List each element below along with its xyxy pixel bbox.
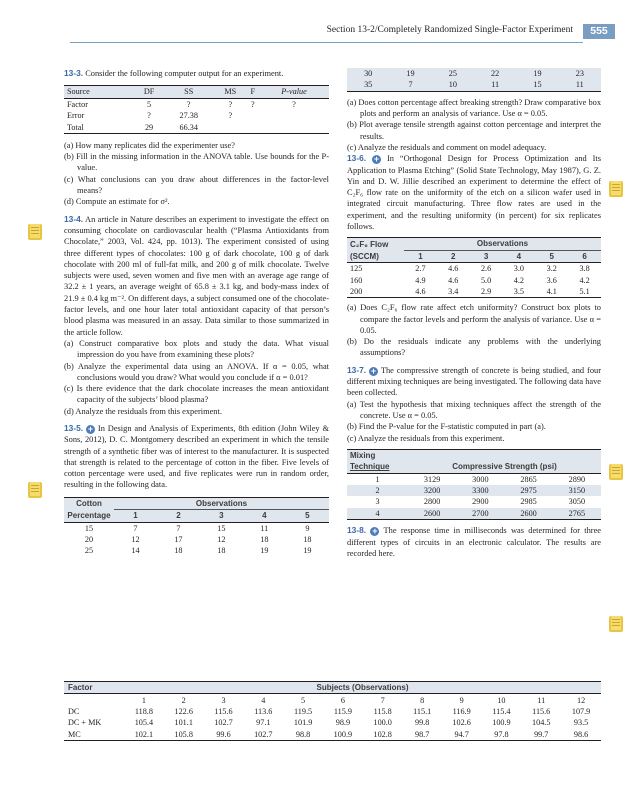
table-cell: ? — [228, 111, 233, 121]
table-cell: 2900 — [472, 497, 489, 507]
table-cell: 25 — [84, 546, 94, 556]
table-cell: 11 — [491, 80, 500, 90]
table-cell: 9 — [305, 523, 310, 533]
table-row — [64, 522, 329, 534]
table-cell: 11 — [537, 695, 546, 705]
table-cell: 22 — [491, 69, 500, 79]
cotton-table — [64, 497, 329, 557]
table-cell: 105.4 — [134, 718, 154, 728]
plus-icon: + — [370, 365, 377, 376]
table-cell: 2 — [375, 486, 380, 496]
table-cell: 7 — [176, 523, 181, 533]
table-cell: 20 — [84, 534, 94, 544]
list-item: (a) Does C₂F₆ flow rate affect etch uniformity? Construct box plots to compare the factor levels and perform the analysis of variance. Use α = 0.05. — [347, 303, 601, 335]
table-cell — [247, 110, 260, 121]
table-cell: 19 — [303, 546, 312, 556]
table-cell: 19 — [260, 546, 269, 556]
table-row — [64, 121, 329, 133]
table-cell: ? — [250, 99, 255, 109]
table-cell: 7 — [408, 80, 413, 90]
table-cell: 25 — [448, 69, 457, 79]
table-cell: 4.6 — [448, 264, 459, 274]
table-header-row — [347, 461, 601, 473]
table-cell: Error — [67, 111, 85, 121]
table-row — [64, 729, 601, 741]
table-cell: 2890 — [568, 474, 586, 484]
table-cell: 2600 — [520, 508, 537, 518]
table-cell: 100.9 — [333, 729, 353, 739]
table-cell: 115.4 — [492, 706, 511, 716]
list-item: (a) Construct comparative box plots and study the data. What visual impression do you have from examining these plots? — [64, 338, 329, 360]
table-cell: 102.7 — [254, 729, 273, 739]
table-cell: 5 — [301, 695, 306, 705]
list-item: (c) Analyze the residuals and comment on model adequacy. — [347, 142, 547, 152]
table-cell: 3 — [219, 511, 224, 521]
table-cell: 3 — [483, 251, 489, 261]
table-cell: 12 — [576, 695, 586, 705]
table-cell: 3150 — [568, 486, 586, 496]
list-item: (d) Compute an estimate for σ². — [64, 197, 170, 207]
exercise-number: 13-3. — [64, 68, 84, 78]
mixing-head: Mixing — [350, 450, 376, 460]
table-cell: 11 — [575, 80, 584, 90]
table-cell: 105.8 — [174, 729, 193, 739]
table-cell: 2985 — [520, 497, 537, 507]
exercise-13-4 — [64, 214, 329, 338]
table-cell: 66.34 — [179, 122, 198, 132]
table-header-row — [347, 250, 601, 262]
technique-head: Technique — [350, 462, 390, 472]
note-icon — [609, 616, 623, 632]
table-cell: 122.6 — [174, 706, 193, 716]
exercise-number: 13-8. — [347, 525, 367, 536]
table-cell: 23 — [575, 69, 584, 79]
exercise-text: In “Orthogonal Design for Process Optimization and Its Application to Plasma Etching” (Solid State Technology, May 1987), G. Z. Yin and D. W. Jillie described an experiment to determine the effect of C₂F₆ flow rate on the uniformity of the etch on a silicon wafer used in integrated circuit manufacturing. Three flow rates are used in the experiment, and the resulting uniformity (in percent) for six replicates follows. — [347, 154, 602, 232]
table-row — [347, 79, 601, 91]
list-item: (b) Do the residuals indicate any problems with the underlying assumptions? — [347, 337, 601, 358]
table-cell: 15 — [217, 523, 226, 533]
table-cell: 4 — [262, 511, 267, 521]
table-cell: 3000 — [472, 474, 489, 484]
table-cell: 3200 — [423, 486, 441, 496]
col-f: F — [250, 87, 256, 97]
table-cell: 4.9 — [415, 275, 426, 285]
table-cell: 2 — [181, 695, 186, 705]
table-cell: 4 — [375, 508, 380, 518]
table-cell: 18 — [174, 546, 183, 556]
section-title: Section 13-2/Completely Randomized Single-Factor Experiment — [326, 25, 573, 35]
plus-icon: + — [372, 526, 378, 537]
right-column — [347, 68, 601, 559]
table-cell: 101.9 — [293, 718, 313, 728]
table-cell: 19 — [533, 69, 542, 79]
table-cell: 5.0 — [480, 275, 492, 285]
table-cell: 12 — [217, 534, 226, 544]
table-cell: 18 — [260, 534, 269, 544]
table-cell: 97.8 — [494, 729, 509, 739]
table-cell: 99.6 — [216, 729, 231, 739]
table-cell: 4.6 — [415, 286, 426, 296]
list-item: (c) What conclusions can you draw about differences in the factor-level means? — [64, 174, 329, 196]
flow-head: C₂F₆ Flow — [350, 239, 389, 249]
table-cell: 4 — [261, 695, 266, 705]
table-cell: 2.6 — [480, 264, 492, 274]
table-cell: 2.9 — [480, 286, 492, 296]
table-header-row — [64, 682, 601, 694]
table-cell: 5 — [305, 511, 310, 521]
col-pvalue: P-value — [281, 87, 307, 97]
exercise-text: Consider the following computer output for an experiment. — [85, 69, 284, 78]
table-cell: 9 — [459, 695, 464, 705]
exercise-text: An article in Nature describes an experiment to investigate the effect on consuming chocolate on cardiovascular health (“Plasma Antioxidants from Chocolate,” 2003, Vol. 424, pp. 1013). The experiment consisted of using three different types of chocolates: 100 g of dark chocolate, 100 g of dark chocolate with 200 ml of full-fat milk, and 200 g of milk chocolate. Twelve subjects were used, seven women and five men with an average age range of 32.2 ± 1 years, an average weight of 65.8 ± 3.1 kg, and body-mass index of 21.9 ± 0.4 kg m⁻². On different days, a subject consumed one of the chocolate-factor levels, and one hour later total antioxidant capacity of that person’s blood plasma was measured in an assay. Data similar to those summarized in the article follow. — [64, 214, 329, 337]
table-cell: 4.1 — [546, 286, 557, 296]
list-item: (c) Analyze the residuals from this experiment. — [347, 433, 505, 443]
table-cell — [247, 121, 260, 133]
table-cell: 4.2 — [513, 275, 525, 285]
table-cell: 5.1 — [579, 286, 590, 296]
col-ms: MS — [224, 87, 237, 97]
exercise-text: The response time in milliseconds was determined for three different types of circuits in an electronic calculator. The results are recorded here. — [347, 526, 602, 558]
table-cell: MC — [68, 729, 81, 739]
table-cell: 3.6 — [546, 275, 557, 285]
table-cell: ? — [292, 99, 296, 109]
factor-head: Factor — [68, 683, 93, 693]
table-cell: 15 — [84, 523, 94, 533]
table-cell: 12 — [131, 534, 140, 544]
table-row — [347, 496, 601, 507]
table-cell: 18 — [303, 534, 312, 544]
note-icon — [28, 482, 42, 498]
table-cell — [214, 121, 247, 133]
table-cell: 102.8 — [373, 729, 392, 739]
table-cell: 104.5 — [532, 718, 551, 728]
table-cell: 115.9 — [333, 706, 352, 716]
table-cell: 115.8 — [373, 706, 392, 716]
table-cell: 102.7 — [214, 718, 233, 728]
exercise-text: In Design and Analysis of Experiments, 8th edition (John Wiley & Sons, 2012), D. C. Montgomery described an experiment in which the tensile strength of a synthetic fiber was of interest to the manufacturer. It is suspected that strength is related to the percentage of cotton in the fiber. Five levels of cotton percentage were used, and five replicates were run in random order, resulting in the following data. — [64, 423, 330, 490]
table-row — [64, 534, 329, 545]
plus-icon: + — [373, 154, 380, 165]
list-item: (d) Analyze the residuals from this experiment. — [64, 406, 222, 416]
table-cell: 1 — [418, 251, 423, 261]
cotton-table-continued — [347, 68, 601, 92]
exercise-13-5 — [64, 423, 329, 491]
table-cell — [259, 110, 329, 121]
table-cell: 2 — [451, 251, 456, 261]
list-item: (b) Find the P-value for the F-statistic computed in part (a). — [347, 422, 546, 432]
table-row — [347, 286, 601, 298]
table-cell: 102.6 — [452, 718, 471, 728]
exercise-13-3 — [64, 68, 329, 79]
table-cell: 30 — [364, 69, 373, 79]
col-df: DF — [143, 87, 155, 97]
table-cell: 19 — [406, 69, 415, 79]
table-cell: 115.1 — [413, 706, 432, 716]
subjects-head: Subjects (Observations) — [316, 683, 409, 693]
exercise-number: 13-7. — [347, 364, 367, 375]
table-cell: 119.5 — [294, 706, 313, 716]
table-cell: 3050 — [568, 497, 586, 507]
table-cell: 3.8 — [579, 264, 590, 274]
table-cell: 100.0 — [373, 718, 392, 728]
exercise-number: 13-6. — [347, 153, 367, 164]
percentage-head: Percentage — [67, 510, 111, 520]
plus-icon: + — [87, 423, 94, 434]
table-cell: ? — [228, 99, 233, 109]
table-cell: 2975 — [520, 486, 537, 496]
table-cell: 3 — [375, 497, 380, 507]
table-row — [347, 68, 601, 79]
table-row — [347, 473, 601, 485]
table-cell: 3.2 — [546, 264, 557, 274]
table-cell: 15 — [533, 80, 542, 90]
exercise-number: 13-4. — [64, 213, 84, 224]
table-cell: DC + MK — [68, 718, 102, 728]
table-cell: 99.8 — [414, 718, 430, 728]
table-cell: 2700 — [472, 508, 489, 518]
table-cell: 101.1 — [174, 718, 193, 728]
table-cell: 5 — [147, 99, 152, 109]
chocolate-data-table-wrap — [64, 681, 601, 741]
table-cell: 98.6 — [573, 729, 589, 739]
table-row — [64, 98, 329, 110]
table-cell: 1 — [141, 695, 146, 705]
table-cell: 27.38 — [179, 111, 198, 121]
obs-head: Observations — [114, 497, 329, 509]
table-header-row — [64, 510, 329, 522]
table-cell: 6 — [340, 695, 345, 705]
table-cell: 7 — [380, 695, 385, 705]
table-cell: 102.1 — [134, 729, 154, 739]
table-cell: 107.9 — [571, 706, 591, 716]
table-header-row — [347, 238, 601, 250]
table-cell: DC — [68, 706, 80, 716]
table-header-row — [64, 86, 329, 98]
exercise-number: 13-5. — [64, 422, 84, 433]
table-cell: 5 — [549, 251, 554, 261]
list-item: (b) Fill in the missing information in the ANOVA table. Use bounds for the P-value. — [64, 152, 329, 173]
table-cell: 125 — [350, 264, 363, 274]
table-cell: 200 — [350, 286, 363, 296]
table-cell: ? — [186, 99, 191, 109]
note-icon — [28, 224, 42, 240]
table-cell: 3.0 — [513, 264, 525, 274]
concrete-table — [347, 449, 601, 520]
table-row — [64, 717, 601, 728]
table-cell: 2800 — [423, 497, 441, 507]
list-item: (c) Is there evidence that the dark chocolate increases the mean antioxidant capacity of the subjects’ blood plasma? — [64, 384, 329, 405]
table-row — [347, 263, 601, 275]
table-row — [347, 485, 601, 496]
page-number: 555 — [583, 24, 615, 39]
exercise-text: The compressive strength of concrete is being studied, and four different mixing techniques are being investigated. The following data have been collected. — [347, 365, 601, 398]
table-cell: 113.6 — [254, 706, 273, 716]
table-cell: 8 — [420, 695, 425, 705]
table-cell: 18 — [217, 546, 226, 556]
table-cell: 11 — [260, 523, 269, 533]
table-cell: 100.9 — [492, 718, 511, 728]
table-cell: 4.6 — [448, 275, 459, 285]
table-row — [64, 110, 329, 121]
table-cell: 116.9 — [452, 706, 471, 716]
table-cell: 6 — [582, 251, 587, 261]
table-cell — [259, 121, 329, 133]
table-cell: 35 — [364, 80, 373, 90]
table-header-row — [64, 694, 601, 706]
table-cell: 3300 — [472, 486, 489, 496]
exercise-13-8 — [347, 525, 601, 559]
table-cell: Factor — [67, 99, 88, 109]
table-cell: 160 — [350, 275, 363, 285]
table-header-row — [347, 449, 601, 461]
header-rule — [70, 42, 583, 43]
list-item: (b) Plot average tensile strength against cotton percentage and interpret the results. — [347, 120, 601, 141]
table-header-row — [64, 497, 329, 509]
table-cell: 3.5 — [513, 286, 525, 296]
table-cell: 3.4 — [448, 286, 459, 296]
table-cell: 4 — [516, 251, 522, 261]
list-item: (a) Does cotton percentage affect breaking strength? Draw comparative box plots and perform an analysis of variance. Use α = 0.05. — [347, 97, 602, 119]
table-cell: 2.7 — [415, 264, 426, 274]
strength-head: Compressive Strength (psi) — [452, 462, 557, 472]
flow-table — [347, 237, 601, 298]
obs-head: Observations — [404, 238, 601, 250]
table-cell: 1 — [375, 474, 380, 484]
table-cell: 99.7 — [534, 729, 549, 739]
note-icon — [609, 464, 623, 480]
table-row — [347, 508, 601, 520]
anova-table — [64, 85, 329, 134]
exercise-13-7 — [347, 365, 601, 399]
left-column — [64, 68, 329, 557]
table-cell: 7 — [133, 523, 138, 533]
table-cell: 10 — [497, 695, 506, 705]
table-cell: 14 — [131, 546, 140, 556]
table-cell: ? — [147, 111, 151, 121]
col-ss: SS — [184, 87, 194, 97]
table-cell: 97.1 — [256, 718, 271, 728]
table-cell: 2 — [176, 511, 181, 521]
cotton-head: Cotton — [76, 499, 102, 509]
table-row — [347, 275, 601, 286]
table-cell: 93.5 — [573, 718, 589, 728]
table-cell: 94.7 — [454, 729, 469, 739]
chocolate-data-table — [64, 681, 601, 741]
table-cell: 3129 — [423, 474, 441, 484]
table-cell: 98.8 — [295, 729, 311, 739]
table-cell: 118.8 — [134, 706, 153, 716]
table-cell: 2600 — [423, 508, 441, 518]
table-row — [64, 706, 601, 717]
table-cell: 98.7 — [414, 729, 430, 739]
list-item: (a) How many replicates did the experimenter use? — [64, 140, 235, 150]
table-cell: 29 — [144, 122, 154, 132]
table-cell: 10 — [448, 80, 457, 90]
table-cell: 98.9 — [335, 718, 351, 728]
table-cell: 115.6 — [532, 706, 551, 716]
list-item: (a) Test the hypothesis that mixing techniques affect the strength of the concrete. Use α = 0.05. — [347, 399, 601, 420]
table-cell: 2765 — [568, 508, 586, 518]
col-source: Source — [67, 87, 90, 97]
table-cell: 17 — [174, 534, 183, 544]
page-header — [0, 24, 639, 42]
table-cell: 115.6 — [214, 706, 233, 716]
exercise-13-6 — [347, 153, 601, 232]
table-row — [64, 545, 329, 556]
table-cell: 2865 — [520, 474, 537, 484]
sccm-head: (SCCM) — [350, 251, 379, 261]
table-cell: Total — [67, 122, 84, 132]
table-cell: 3 — [221, 695, 226, 705]
list-item: (b) Analyze the experimental data using an ANOVA. If α = 0.05, what conclusions would you draw? What would you conclude if α = 0.01? — [64, 361, 329, 382]
note-icon — [609, 181, 623, 197]
table-cell: 4.2 — [579, 275, 590, 285]
table-cell: 1 — [133, 511, 138, 521]
